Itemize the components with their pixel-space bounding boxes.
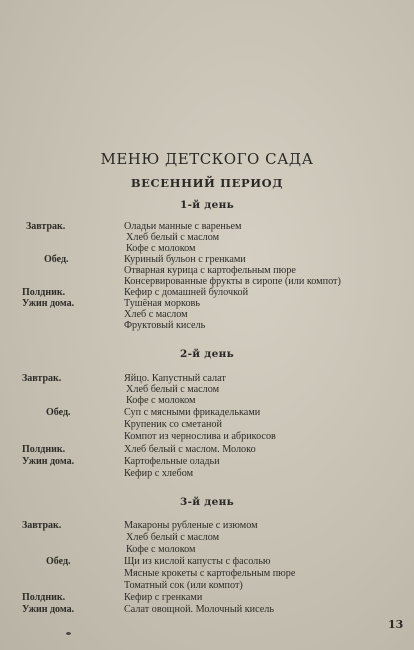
menu-item: Салат овощной. Молочный кисель xyxy=(124,604,275,615)
menu-item: Кофе с молоком xyxy=(126,544,196,555)
day-heading: 1-й день xyxy=(180,199,234,211)
meal-label: Ужин дома. xyxy=(22,456,75,467)
menu-item: Отварная курица с картофельным пюре xyxy=(124,265,296,276)
menu-item: Хлеб белый с маслом xyxy=(126,532,220,543)
ink-spot xyxy=(66,632,71,635)
menu-item: Кофе с молоком xyxy=(126,395,196,406)
meal-label: Обед. xyxy=(44,254,69,265)
day-heading: 3-й день xyxy=(180,496,234,508)
menu-item: Куриный бульон с гренками xyxy=(124,254,246,265)
menu-item: Картофельные оладьи xyxy=(124,456,220,467)
meal-label: Ужин дома. xyxy=(22,298,75,309)
page-number: 13 xyxy=(388,618,404,631)
menu-item: Яйцо. Капустный салат xyxy=(124,373,226,384)
menu-item: Крупеник со сметаной xyxy=(124,419,222,430)
meal-label: Завтрак. xyxy=(26,221,66,232)
meal-label: Ужин дома. xyxy=(22,604,75,615)
menu-item: Хлеб белый с маслом xyxy=(126,384,220,395)
menu-item: Фруктовый кисель xyxy=(124,320,206,331)
meal-label: Полдник. xyxy=(22,287,66,298)
menu-item: Оладьи манные с вареньем xyxy=(124,221,242,232)
meal-label: Полдник. xyxy=(22,592,66,603)
menu-item: Хлеб белый с маслом. Молоко xyxy=(124,444,256,455)
menu-item: Хлеб белый с маслом xyxy=(126,232,220,243)
day-heading: 2-й день xyxy=(180,348,234,360)
meal-label: Завтрак. xyxy=(22,373,62,384)
menu-item: Тушёная морковь xyxy=(124,298,200,309)
menu-item: Хлеб с маслом xyxy=(124,309,188,320)
menu-item: Кефир с гренками xyxy=(124,592,203,603)
menu-item: Томатный сок (или компот) xyxy=(124,580,243,591)
menu-item: Кофе с молоком xyxy=(126,243,196,254)
meal-label: Обед. xyxy=(46,407,71,418)
menu-item: Компот из чернослива и абрикосов xyxy=(124,431,276,442)
page-title: МЕНЮ ДЕТСКОГО САДА xyxy=(100,150,314,168)
meal-label: Обед. xyxy=(46,556,71,567)
menu-item: Щи из кислой капусты с фасолью xyxy=(124,556,271,567)
menu-item: Суп с мясными фрикадельками xyxy=(124,407,261,418)
menu-item: Консервированные фрукты в сиропе (или компот) xyxy=(124,276,341,287)
meal-label: Полдник. xyxy=(22,444,66,455)
menu-item: Кефир с домашней булочкой xyxy=(124,287,249,298)
menu-item: Кефир с хлебом xyxy=(124,468,194,479)
menu-item: Макароны рубленые с изюмом xyxy=(124,520,258,531)
menu-item: Мясные крокеты с картофельным пюре xyxy=(124,568,296,579)
meal-label: Завтрак. xyxy=(22,520,62,531)
period-subtitle: ВЕСЕННИЙ ПЕРИОД xyxy=(130,176,284,190)
